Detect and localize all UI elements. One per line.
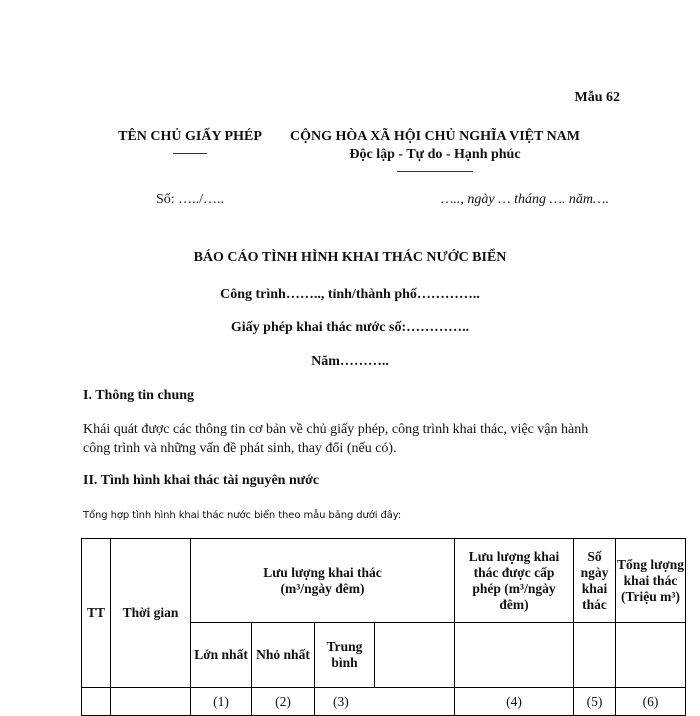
nation-title: CỘNG HÒA XÃ HỘI CHỦ NGHĨA VIỆT NAM bbox=[289, 129, 580, 144]
form-code: Mẫu 62 bbox=[574, 90, 620, 105]
header-max: Lớn nhất bbox=[191, 623, 252, 688]
report-title: BÁO CÁO TÌNH HÌNH KHAI THÁC NƯỚC BIỂN bbox=[193, 250, 507, 265]
section1-body: Khái quát được các thông tin cơ bản về chủ giấy phép, công trình khai thác, việc vận hành công trình và những vấn đề phát sinh, thay đổi (nếu có). bbox=[83, 422, 589, 456]
header-licensed-sub bbox=[455, 623, 574, 688]
header-total-sub bbox=[616, 623, 686, 688]
num-cell-4: (4) bbox=[455, 688, 574, 716]
num-cell-1: (1) bbox=[191, 688, 252, 716]
nation-divider bbox=[397, 171, 473, 172]
header-licensed-label: Lưu lượng khai thác được cấp phép (m³/ngày đêm) bbox=[468, 548, 560, 612]
header-total bbox=[616, 538, 686, 623]
num-cell-time bbox=[111, 688, 191, 716]
num-cell-5: (5) bbox=[574, 688, 616, 716]
header-flow-group bbox=[191, 538, 455, 623]
section2-heading: II. Tình hình khai thác tài nguyên nước bbox=[83, 473, 320, 488]
issuer-block bbox=[80, 129, 300, 154]
table-intro: Tổng hợp tình hình khai thác nước biển theo mẫu bảng dưới đây: bbox=[83, 510, 402, 521]
num-cell-tt bbox=[81, 688, 111, 716]
nation-block bbox=[285, 129, 585, 172]
document-number: Số: …../….. bbox=[155, 192, 225, 207]
num-cell-2: (2) bbox=[252, 688, 315, 716]
header-days-label: Số ngày khai thác bbox=[580, 548, 609, 612]
year-line: Năm……….. bbox=[311, 354, 389, 369]
issuer-name: TÊN CHỦ GIẤY PHÉP bbox=[118, 129, 262, 144]
header-days bbox=[574, 538, 616, 623]
nation-motto: Độc lập - Tự do - Hạnh phúc bbox=[349, 147, 521, 162]
document-date: ….., ngày … tháng …. năm…. bbox=[440, 192, 609, 207]
header-days-sub bbox=[574, 623, 616, 688]
header-total-label: Tổng lượng khai thác (Triệu m³) bbox=[617, 556, 684, 604]
header-licensed bbox=[455, 538, 574, 623]
permit-line: Giấy phép khai thác nước số:………….. bbox=[230, 320, 470, 335]
header-time: Thời gian bbox=[111, 538, 191, 688]
header-blank bbox=[375, 623, 455, 688]
header-tt: TT bbox=[81, 538, 111, 688]
num-cell-3: (3) bbox=[315, 688, 455, 716]
section1-heading: I. Thông tin chung bbox=[83, 388, 195, 403]
header-flow-group-label: Lưu lượng khai thác (m³/ngày đêm) bbox=[263, 564, 382, 596]
num-cell-6: (6) bbox=[616, 688, 686, 716]
project-line: Công trình…….., tỉnh/thành phố………….. bbox=[220, 287, 480, 302]
header-min: Nhỏ nhất bbox=[252, 623, 315, 688]
issuer-divider bbox=[173, 153, 207, 154]
header-avg: Trung bình bbox=[315, 623, 375, 688]
